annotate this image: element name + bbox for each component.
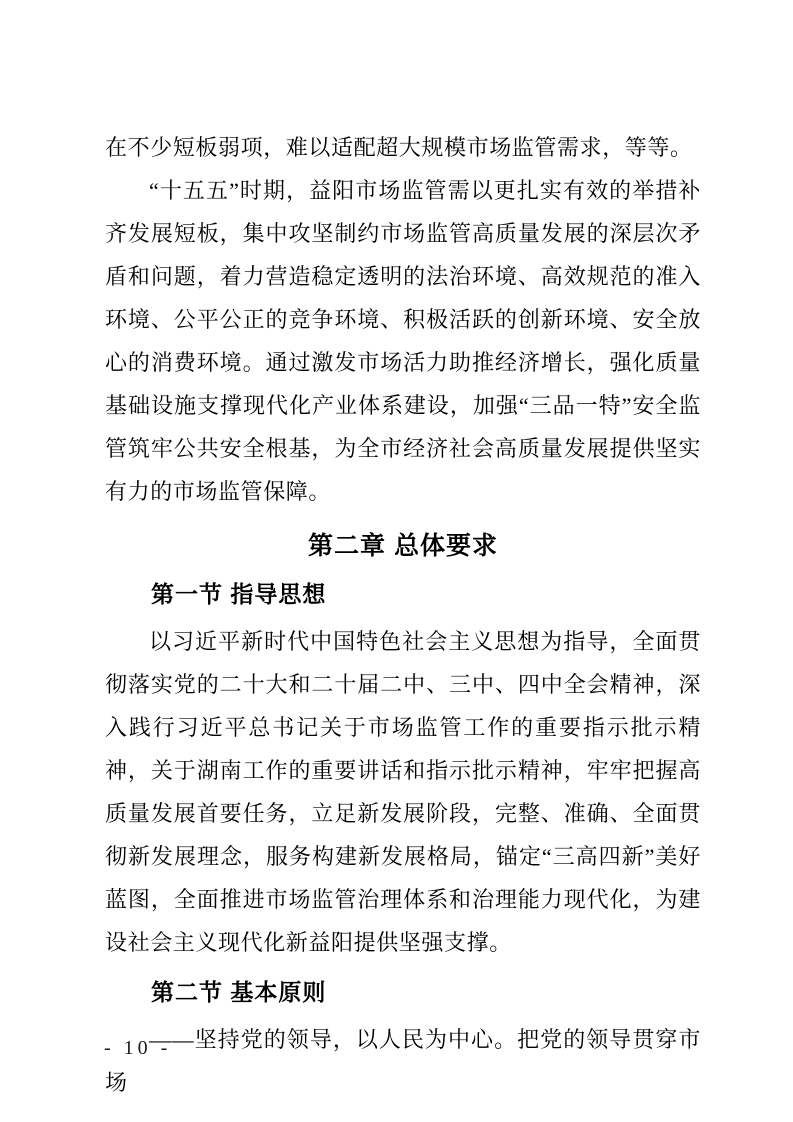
- paragraph-continuation: 在不少短板弱项，难以适配超大规模市场监管需求，等等。: [105, 135, 693, 160]
- page-number: - 10 -: [104, 1037, 172, 1059]
- emphasis-lead-text: ——坚持党的领导，以人民为中心。: [149, 1027, 518, 1052]
- document-content: [105, 126, 701, 1104]
- chapter-heading: 第二章 总体要求: [308, 532, 498, 560]
- emphasis-rest-text: 把党的领导贯穿市场: [105, 1027, 701, 1095]
- paragraph: “十五五”时期，益阳市场监管需以更扎实有效的举措补齐发展短板，集中攻坚制约市场监管高质量发展的深层次矛盾和问题，着力营造稳定透明的法治环境、高效规范的准入环境、公平公正的竞争环境、积极活跃的创新环境、安全放心的消费环境。通过激发市场活力助推经济增长，强化质量基础设施支撑现代化产业体系建设，加强“三品一特”安全监管筑牢公共安全根基，为全市经济社会高质量发展提供坚实有力的市场监管保障。: [105, 178, 701, 504]
- section-heading-2: 第二节 基本原则: [151, 979, 327, 1005]
- section-heading-1: 第一节 指导思想: [151, 581, 327, 607]
- paragraph: 以习近平新时代中国特色社会主义思想为指导，全面贯彻落实党的二十大和二十届二中、三中、四中全会精神，深入践行习近平总书记关于市场监管工作的重要指示批示精神，关于湖南工作的重要讲话和指示批示精神，牢牢把握高质量发展首要任务，立足新发展阶段，完整、准确、全面贯彻新发展理念，服务构建新发展格局，锚定“三高四新”美好蓝图，全面推进市场监管治理体系和治理能力现代化，为建设社会主义现代化新益阳提供坚强支撑。: [105, 629, 701, 955]
- paragraph-emphasis: [105, 1018, 701, 1104]
